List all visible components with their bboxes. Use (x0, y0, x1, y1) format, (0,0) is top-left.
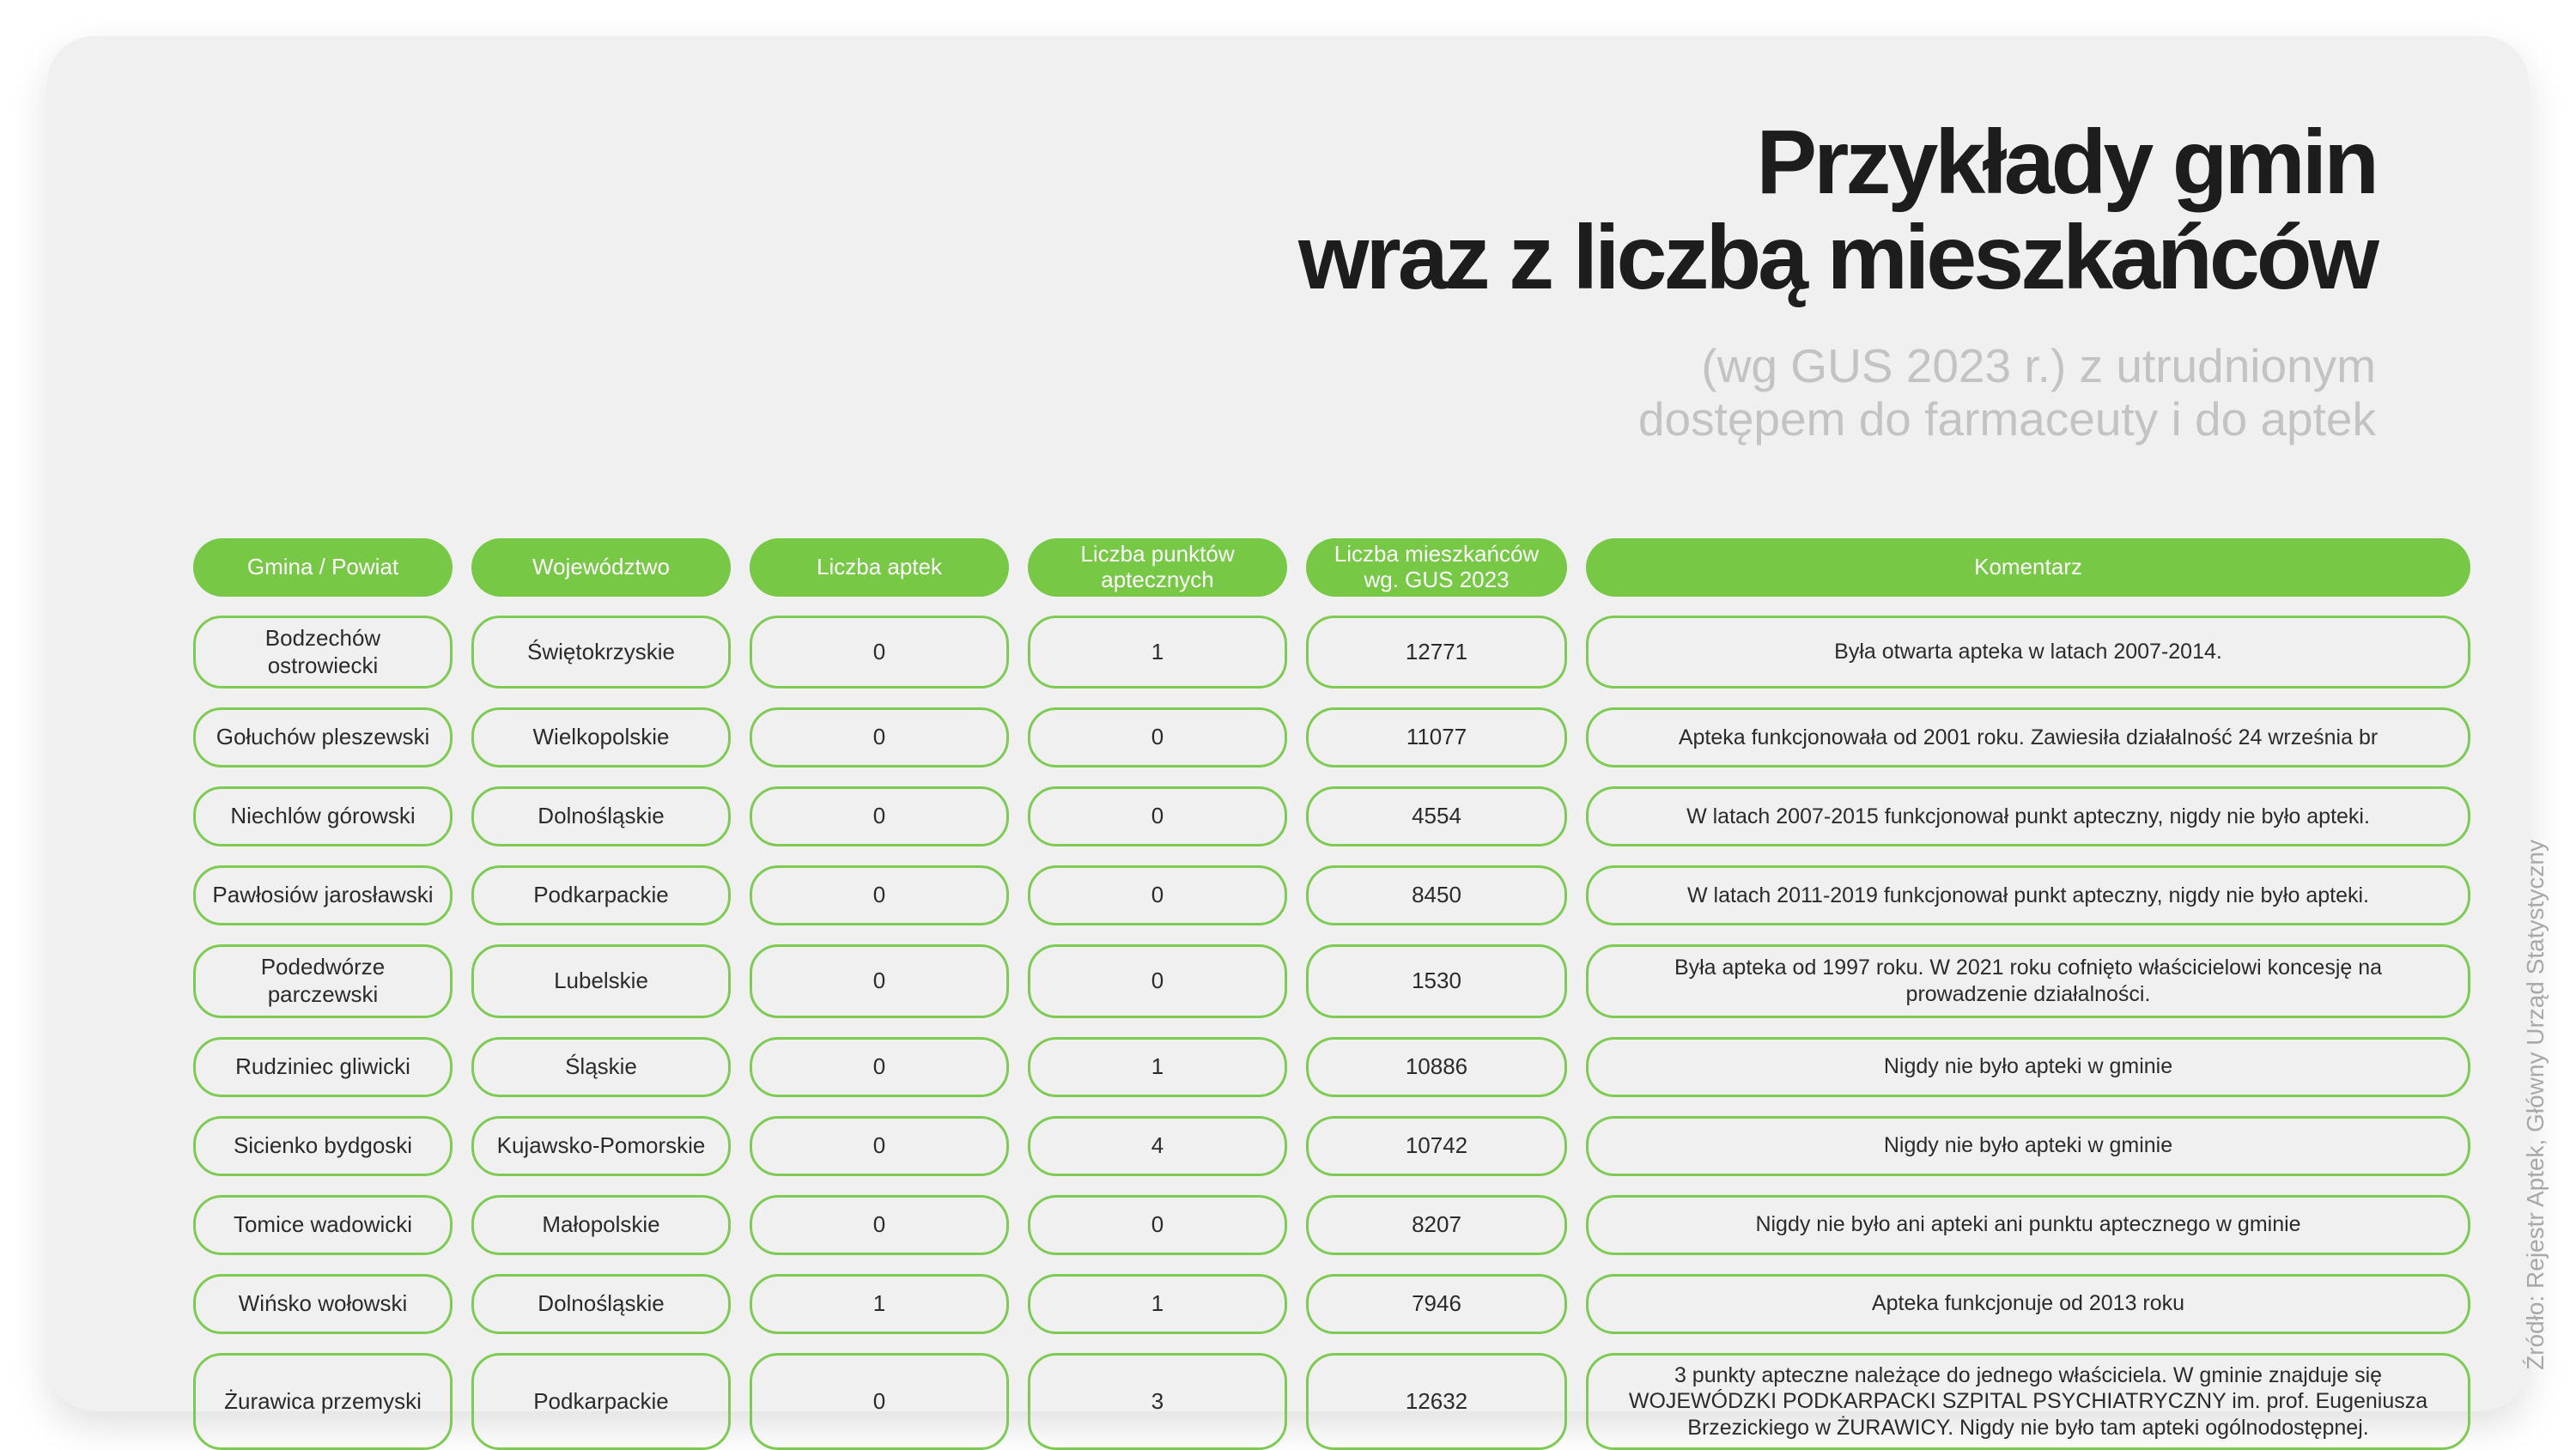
page-title-line2: wraz z liczbą mieszkańców (1298, 207, 2376, 309)
table-row (193, 1037, 2470, 1097)
table-cell: 8207 (1306, 1195, 1567, 1255)
table-cell: 0 (750, 1195, 1009, 1255)
table-cell: Pawłosiów jarosławski (193, 865, 453, 925)
table-row (193, 1116, 2470, 1176)
table-cell: 0 (1028, 865, 1287, 925)
table-cell: 0 (750, 1037, 1009, 1097)
table-cell: Wińsko wołowski (193, 1274, 453, 1334)
column-header-1: Województwo (471, 538, 731, 597)
header-block (1298, 112, 2376, 446)
table-cell: Nigdy nie było ani apteki ani punktu aptecznego w gminie (1586, 1195, 2470, 1255)
table-cell: 8450 (1306, 865, 1567, 925)
table-cell: 1 (750, 1274, 1009, 1334)
table-cell: Nigdy nie było apteki w gminie (1586, 1037, 2470, 1097)
table-cell: Lubelskie (471, 944, 731, 1017)
page-title-line1: Przykłady gmin (1756, 112, 2376, 213)
table-cell: Śląskie (471, 1037, 731, 1097)
table-cell: 1530 (1306, 944, 1567, 1017)
column-header-0: Gmina / Powiat (193, 538, 453, 597)
table-cell: 0 (750, 707, 1009, 767)
municipalities-table (193, 538, 2470, 1450)
table-cell: Świętokrzyskie (471, 616, 731, 689)
page-subtitle-line1: (wg GUS 2023 r.) z utrudnionym (1701, 338, 2376, 392)
table-cell: Podkarpackie (471, 865, 731, 925)
table-header-row (193, 538, 2470, 597)
table-cell: 3 (1028, 1353, 1287, 1450)
table-cell: Podkarpackie (471, 1353, 731, 1450)
table-cell: 4554 (1306, 786, 1567, 846)
table-cell: 1 (1028, 616, 1287, 689)
table-cell: Rudziniec gliwicki (193, 1037, 453, 1097)
table-cell: Małopolskie (471, 1195, 731, 1255)
table-cell: 3 punkty apteczne należące do jednego właściciela. W gminie znajduje się WOJEWÓDZKI PODKARPACKI SZPITAL PSYCHIATRYCZNY im. prof. Eugeniusza Brzezickiego w ŻURAWICY. Nigdy nie było tam apteki ogólnodostępnej. (1586, 1353, 2470, 1450)
table-body (193, 616, 2470, 1450)
table-cell: Apteka funkcjonowała od 2001 roku. Zawiesiła działalność 24 września br (1586, 707, 2470, 767)
table-cell: Bodzechów ostrowiecki (193, 616, 453, 689)
table-row (193, 786, 2470, 846)
table-cell: Była otwarta apteka w latach 2007-2014. (1586, 616, 2470, 689)
table-row (193, 1274, 2470, 1334)
table-cell: 0 (750, 944, 1009, 1017)
table-cell: 0 (1028, 944, 1287, 1017)
table-cell: Nigdy nie było apteki w gminie (1586, 1116, 2470, 1176)
table-cell: 1 (1028, 1037, 1287, 1097)
table-cell: 0 (750, 786, 1009, 846)
table-cell: 11077 (1306, 707, 1567, 767)
table-cell: Sicienko bydgoski (193, 1116, 453, 1176)
table-cell: Niechlów górowski (193, 786, 453, 846)
table-cell: 0 (750, 865, 1009, 925)
page-subtitle-line2: dostępem do farmaceuty i do aptek (1637, 392, 2376, 446)
table-cell: 1 (1028, 1274, 1287, 1334)
table-cell: 0 (750, 616, 1009, 689)
table-cell: 0 (1028, 1195, 1287, 1255)
table-cell: Podedwórze parczewski (193, 944, 453, 1017)
table-row (193, 865, 2470, 925)
table-cell: Tomice wadowicki (193, 1195, 453, 1255)
source-note: Źródło: Rejestr Aptek, Główny Urząd Statystyczny (2522, 840, 2549, 1370)
table-cell: 0 (1028, 707, 1287, 767)
table-row (193, 1353, 2470, 1450)
column-header-2: Liczba aptek (750, 538, 1009, 597)
infographic-card (47, 36, 2549, 1440)
table-cell: 0 (750, 1353, 1009, 1450)
table-cell: 0 (750, 1116, 1009, 1176)
table-cell: 4 (1028, 1116, 1287, 1176)
table-cell: W latach 2011-2019 funkcjonował punkt apteczny, nigdy nie było apteki. (1586, 865, 2470, 925)
table-cell: 7946 (1306, 1274, 1567, 1334)
table-cell: Wielkopolskie (471, 707, 731, 767)
table-cell: Żurawica przemyski (193, 1353, 453, 1450)
table-cell: W latach 2007-2015 funkcjonował punkt apteczny, nigdy nie było apteki. (1586, 786, 2470, 846)
table-cell: 10742 (1306, 1116, 1567, 1176)
table-cell: 0 (1028, 786, 1287, 846)
column-header-3: Liczba punktów aptecznych (1028, 538, 1287, 597)
table-cell: 10886 (1306, 1037, 1567, 1097)
table-cell: Kujawsko-Pomorskie (471, 1116, 731, 1176)
page-subtitle (1298, 339, 2376, 446)
table-row (193, 707, 2470, 767)
table-row (193, 1195, 2470, 1255)
column-header-5: Komentarz (1586, 538, 2470, 597)
table-cell: 12632 (1306, 1353, 1567, 1450)
table-cell: Dolnośląskie (471, 786, 731, 846)
table-cell: Dolnośląskie (471, 1274, 731, 1334)
page-title (1298, 112, 2376, 309)
table-cell: Apteka funkcjonuje od 2013 roku (1586, 1274, 2470, 1334)
table-cell: Gołuchów pleszewski (193, 707, 453, 767)
table-cell: 12771 (1306, 616, 1567, 689)
table-row (193, 944, 2470, 1017)
column-header-4: Liczba mieszkańców wg. GUS 2023 (1306, 538, 1567, 597)
table-cell: Była apteka od 1997 roku. W 2021 roku cofnięto właścicielowi koncesję na prowadzenie działalności. (1586, 944, 2470, 1017)
table-row (193, 616, 2470, 689)
